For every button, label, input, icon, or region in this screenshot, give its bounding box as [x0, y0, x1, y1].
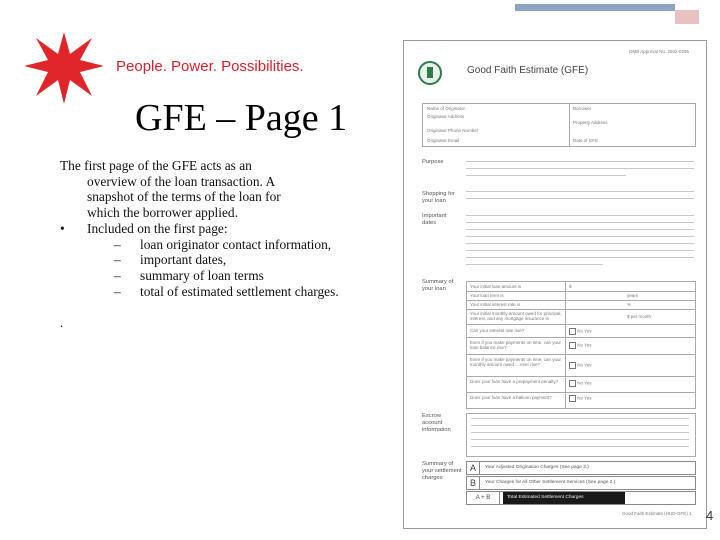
stray-mark: .	[60, 316, 63, 330]
slide-body	[60, 158, 390, 299]
gfe-document-image	[403, 40, 707, 529]
bullet-icon: •	[60, 220, 65, 236]
escrow-box	[466, 413, 696, 457]
document-footer: Good Faith Estimate (HUD-GFE) 1	[622, 511, 692, 516]
sub-item	[60, 268, 390, 284]
section-dates: Important dates	[422, 213, 447, 226]
summary-row-a: A Your Adjusted Origination Charges (See page 2.)	[466, 461, 696, 475]
originator-box: Name of Originator Originator Address Originator Phone Number Originator Email Borrower Property Address Date of GFE	[422, 103, 696, 147]
bullet-item	[60, 221, 390, 237]
dash-icon: –	[114, 252, 121, 268]
dash-icon: –	[114, 267, 121, 283]
sub-item-text: summary of loan terms	[140, 267, 264, 283]
page-number: 4	[706, 508, 714, 523]
section-shopping: Shopping for your loan	[422, 191, 455, 204]
sub-item-text: important dates,	[140, 252, 227, 268]
omb-number: OMB Approval No. 2502-0265	[629, 49, 690, 54]
intro-line: overview of the loan transaction. A	[87, 173, 276, 189]
intro-line: which the borrower applied.	[87, 205, 238, 221]
dash-icon: –	[114, 236, 121, 252]
deco-bar-blue	[515, 4, 675, 11]
loan-summary-grid: Your initial loan amount is Your loan term is Your initial interest rate is Your initial monthly amount owed for principal, interest, and any mortgage insurance is Can your interest rate rise? Even if you make payments on time, can your loan balance rise? Even if you make payments on time, can your monthly amount owed ... ever rise? Does your loan have a prepayment penalty? Does your loan have a balloon payment? $ years % $ per month No Yes No Yes No Yes No Yes No Yes	[466, 281, 696, 409]
summary-row-total: A + B Total Estimated Settlement Charges	[466, 491, 696, 505]
hud-seal-icon	[418, 61, 442, 85]
brand-tagline: People. Power. Possibilities.	[116, 58, 304, 75]
sub-item	[60, 284, 390, 300]
sub-item-text: loan originator contact information,	[140, 236, 332, 252]
sub-item-text: total of estimated settlement charges.	[140, 283, 339, 299]
section-escrow: Escrow account information	[422, 413, 451, 433]
deco-bar-red	[675, 10, 699, 24]
bullet-text: Included on the first page:	[87, 220, 228, 236]
sub-item	[60, 252, 390, 268]
intro-line: The first page of the GFE acts as an	[60, 158, 252, 173]
section-settlement: Summary of your settlement charges	[422, 461, 462, 481]
section-summary-loan: Summary of your loan	[422, 279, 454, 292]
document-title: Good Faith Estimate (GFE)	[467, 65, 589, 76]
slide-title: GFE – Page 1	[135, 97, 348, 139]
section-purpose: Purpose	[422, 159, 444, 165]
intro-line: snapshot of the terms of the loan for	[87, 189, 281, 205]
sub-item	[60, 237, 390, 253]
summary-row-b: B Your Charges for All Other Settlement Services (See page 2.)	[466, 476, 696, 490]
red-starburst-icon	[22, 30, 106, 106]
dash-icon: –	[114, 283, 121, 299]
